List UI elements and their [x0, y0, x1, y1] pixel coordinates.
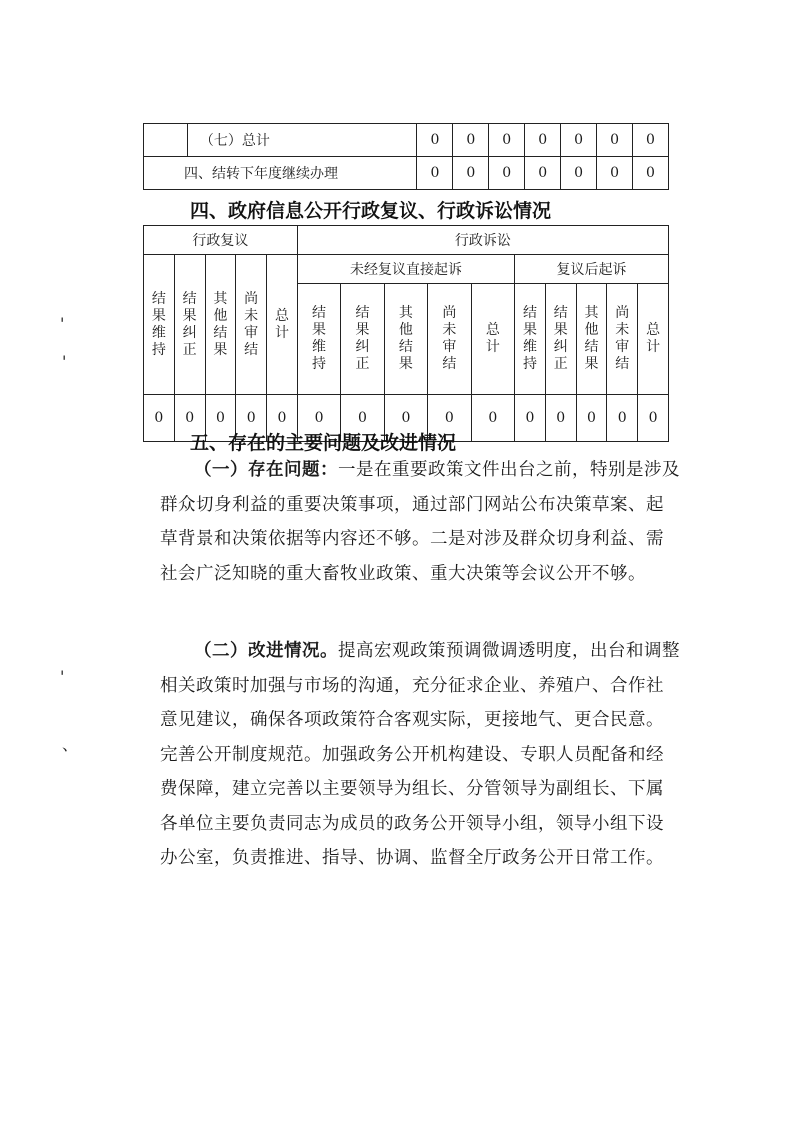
table-row [144, 124, 669, 157]
paragraph-text: 一是在重要政策文件出台之前，特别是涉及群众切身利益的重要决策事项，通过部门网站公布决策草案、起草背景和决策依据等内容还不够。二是对涉及群众切身利益、需社会广泛知晓的重大畜牧业政策、重大决策等会议公开不够。 [160, 460, 680, 584]
column-header: 尚未审结 [236, 255, 267, 395]
subgroup-header-direct: 未经复议直接起诉 [297, 255, 514, 284]
table-cell [144, 124, 188, 157]
paragraph-text: 提高宏观政策预调微调透明度，出台和调整相关政策时加强与市场的沟通，充分征求企业、养殖户、合作社意见建议，确保各项政策符合客观实际，更接地气、更合民意。完善公开制度规范。加强政务公开机构建设、专职人员配备和经费保障，建立完善以主要领导为组长、分管领导为副组长、下属各单位主要负责同志为成员的政务公开领导小组，领导小组下设办公室，负责推进、指导、协调、监督全厅政务公开日常工作。 [160, 641, 680, 868]
table-cell: 0 [144, 395, 175, 442]
table-cell: 0 [489, 124, 525, 157]
column-header: 尚未审结 [428, 284, 471, 395]
table-cell: 0 [267, 395, 298, 442]
column-header: 总计 [638, 284, 669, 395]
table-cell: 0 [236, 395, 267, 442]
column-header: 结果维持 [297, 284, 340, 395]
table-cell: 0 [638, 395, 669, 442]
table-cell: 0 [205, 395, 236, 442]
column-header: 其他结果 [384, 284, 427, 395]
column-header: 总计 [267, 255, 298, 395]
table-cell: 0 [453, 124, 489, 157]
group-header-litigation: 行政诉讼 [297, 226, 668, 255]
table-cell: 0 [384, 395, 427, 442]
row-label: 四、结转下年度继续办理 [144, 157, 417, 190]
column-header: 结果纠正 [174, 255, 205, 395]
disclosure-totals-table [143, 123, 669, 190]
row-label: （七）总计 [187, 124, 417, 157]
table-cell: 0 [417, 157, 453, 190]
table-cell: 0 [597, 124, 633, 157]
column-header: 结果维持 [515, 284, 546, 395]
subgroup-header-after: 复议后起诉 [515, 255, 669, 284]
paragraph-heading: （二）改进情况。 [194, 641, 338, 661]
paragraph [160, 453, 680, 591]
column-header: 尚未审结 [607, 284, 638, 395]
table-cell: 0 [525, 157, 561, 190]
table-row [144, 255, 669, 284]
column-header: 其他结果 [576, 284, 607, 395]
column-header: 结果纠正 [341, 284, 384, 395]
column-header: 结果维持 [144, 255, 175, 395]
table-cell: 0 [428, 395, 471, 442]
table-cell: 0 [471, 395, 515, 442]
group-header-review: 行政复议 [144, 226, 298, 255]
column-header: 结果纠正 [545, 284, 576, 395]
table-cell: 0 [561, 157, 597, 190]
table-cell: 0 [297, 395, 340, 442]
paragraph-heading: （一）存在问题： [194, 460, 338, 480]
table-cell: 0 [561, 124, 597, 157]
margin-mark: ' [62, 352, 67, 371]
table-cell: 0 [632, 157, 668, 190]
paragraph [160, 634, 680, 876]
column-header: 总计 [471, 284, 515, 395]
table-cell: 0 [453, 157, 489, 190]
table-row [144, 157, 669, 190]
review-litigation-table [143, 225, 669, 442]
column-header: 其他结果 [205, 255, 236, 395]
table-cell: 0 [545, 395, 576, 442]
table-cell: 0 [576, 395, 607, 442]
margin-mark: 、 [62, 735, 79, 754]
section-heading: 四、政府信息公开行政复议、行政诉讼情况 [190, 200, 552, 222]
section-heading: 五、存在的主要问题及改进情况 [190, 432, 457, 454]
table-cell: 0 [174, 395, 205, 442]
table-cell: 0 [489, 157, 525, 190]
table-cell: 0 [607, 395, 638, 442]
table-cell: 0 [341, 395, 384, 442]
table-cell: 0 [525, 124, 561, 157]
table-cell: 0 [515, 395, 546, 442]
table-cell: 0 [597, 157, 633, 190]
margin-mark: ' [60, 314, 65, 333]
table-cell: 0 [417, 124, 453, 157]
margin-mark: ' [60, 667, 65, 686]
table-row [144, 226, 669, 255]
table-cell: 0 [632, 124, 668, 157]
